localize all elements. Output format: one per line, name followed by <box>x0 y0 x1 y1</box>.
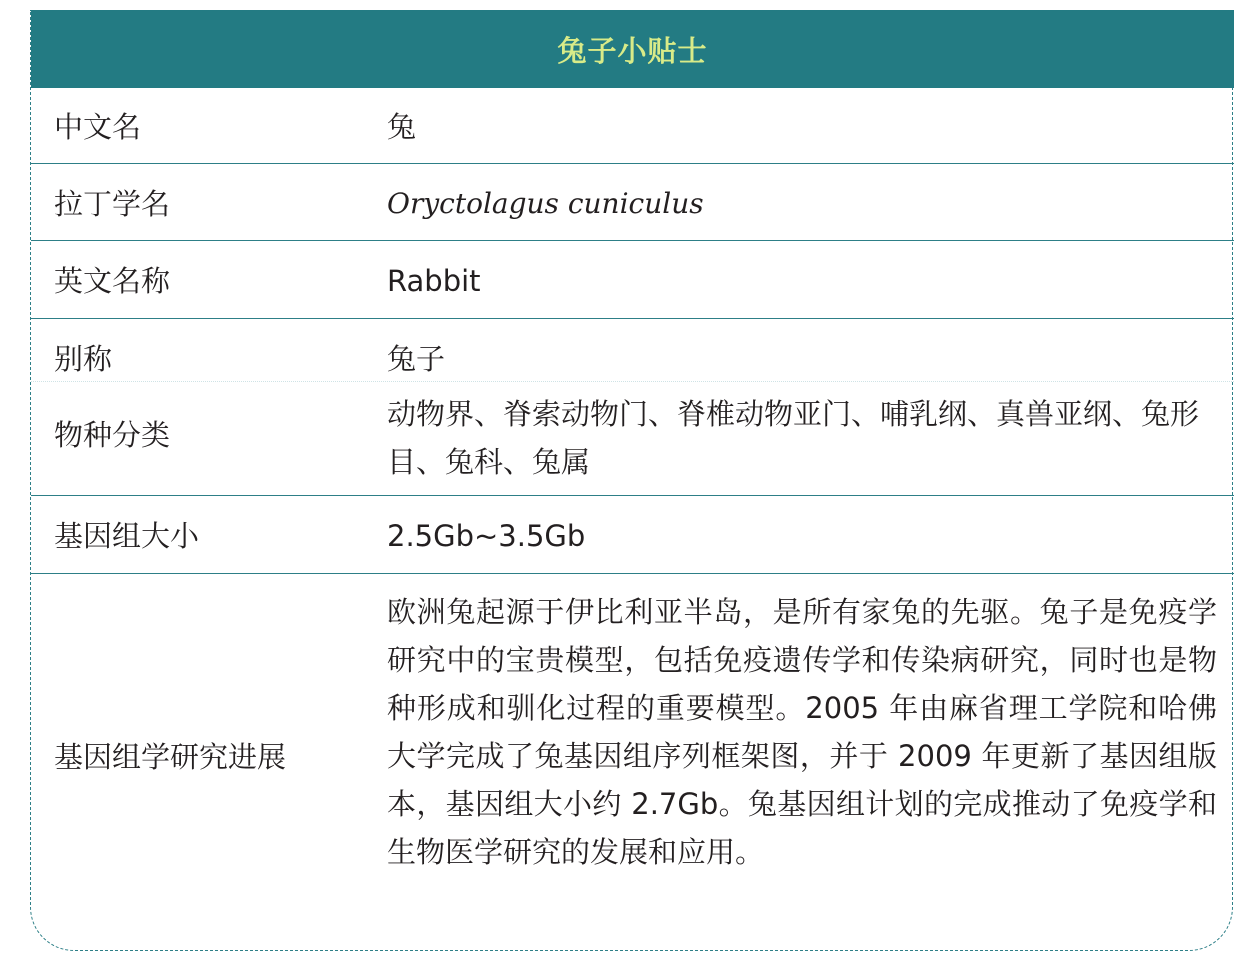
value-genome-size: 2.5Gb~3.5Gb <box>387 519 586 553</box>
value-chinese-name: 兔 <box>387 110 417 144</box>
label-latin-name: 拉丁学名 <box>54 187 171 221</box>
value-english-name: Rabbit <box>387 264 481 298</box>
value-taxonomy: 动物界、脊索动物门、脊椎动物亚门、哺乳纲、真兽亚纲、兔形目、兔科、兔属 <box>387 397 1200 479</box>
row-divider <box>31 573 1234 574</box>
card-header <box>31 10 1234 88</box>
card-title: 兔子小贴士 <box>557 33 708 68</box>
label-english-name: 英文名称 <box>54 264 171 298</box>
value-genomics-progress: 欧洲兔起源于伊比利亚半岛，是所有家兔的先驱。兔子是免疫学研究中的宝贵模型，包括免疫遗传学和传染病研究，同时也是物种形成和驯化过程的重要模型。2005 年由麻省理工学院和哈佛大学完成了兔基因组序列框架图，并于 2009 年更新了基因组版本，基因组大小约 2.7Gb。兔基因组计划的完成推动了免疫学和生物医学研究的发展和应用。 <box>387 595 1217 869</box>
row-divider <box>31 163 1234 164</box>
row-divider <box>31 495 1234 496</box>
label-genome-size: 基因组大小 <box>54 519 200 553</box>
label-taxonomy: 物种分类 <box>54 418 171 452</box>
value-latin-name: Oryctolagus cuniculus <box>387 187 704 220</box>
label-alias: 别称 <box>54 342 113 376</box>
row-divider <box>31 240 1234 241</box>
row-divider-light <box>31 381 1234 382</box>
info-card <box>30 10 1233 951</box>
label-genomics-progress: 基因组学研究进展 <box>54 740 287 774</box>
value-alias: 兔子 <box>387 342 446 376</box>
label-chinese-name: 中文名 <box>54 110 142 144</box>
row-divider <box>31 318 1234 319</box>
